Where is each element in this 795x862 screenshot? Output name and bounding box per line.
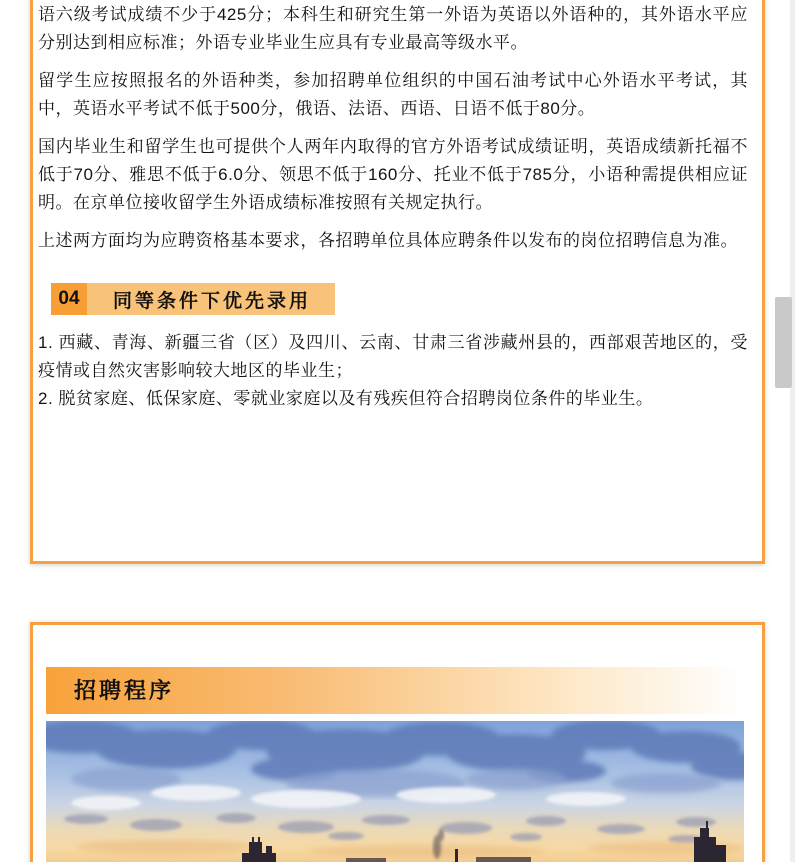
requirements-card <box>30 0 765 564</box>
procedure-card <box>30 622 765 862</box>
paragraph-language-scores: 语六级考试成绩不少于425分；本科生和研究生第一外语为英语以外语种的，其外语水平应分别达到相应标准；外语专业毕业生应具有专业最高等级水平。 <box>38 5 748 52</box>
procedure-section-header: 招聘程序 <box>46 667 744 714</box>
paragraph-overseas-students: 留学生应按照报名的外语种类，参加招聘单位组织的中国石油考试中心外语水平考试，其中，英语水平考试不低于500分，俄语、法语、西语、日语不低于80分。 <box>38 71 748 118</box>
scrollbar-track[interactable] <box>790 0 795 862</box>
paragraph-basic-requirements: 上述两方面均为应聘资格基本要求，各招聘单位具体应聘条件以发布的岗位招聘信息为准。 <box>38 231 738 250</box>
sunset-clouds-oilfield-photo <box>46 721 744 862</box>
scrollbar-thumb[interactable] <box>775 297 792 388</box>
paragraph-certificates: 国内毕业生和留学生也可提供个人两年内取得的官方外语考试成绩证明，英语成绩新托福不低于70分、雅思不低于6.0分、领思不低于160分、托业不低于785分，小语种需提供相应证明。在京单位接收留学生外语成绩标准按照有关规定执行。 <box>38 137 748 212</box>
section-number-badge: 04 <box>51 283 87 315</box>
section-title: 同等条件下优先录用 <box>87 283 335 315</box>
priority-list-item-1: 1. 西藏、青海、新疆三省（区）及四川、云南、甘肃三省涉藏州县的，西部艰苦地区的，受疫情或自然灾害影响较大地区的毕业生； <box>38 333 748 380</box>
priority-list-item-2: 2. 脱贫家庭、低保家庭、零就业家庭以及有残疾但符合招聘岗位条件的毕业生。 <box>38 389 654 408</box>
priority-list <box>38 329 748 413</box>
section-heading-04 <box>51 283 335 315</box>
photo-illustration <box>46 721 744 862</box>
